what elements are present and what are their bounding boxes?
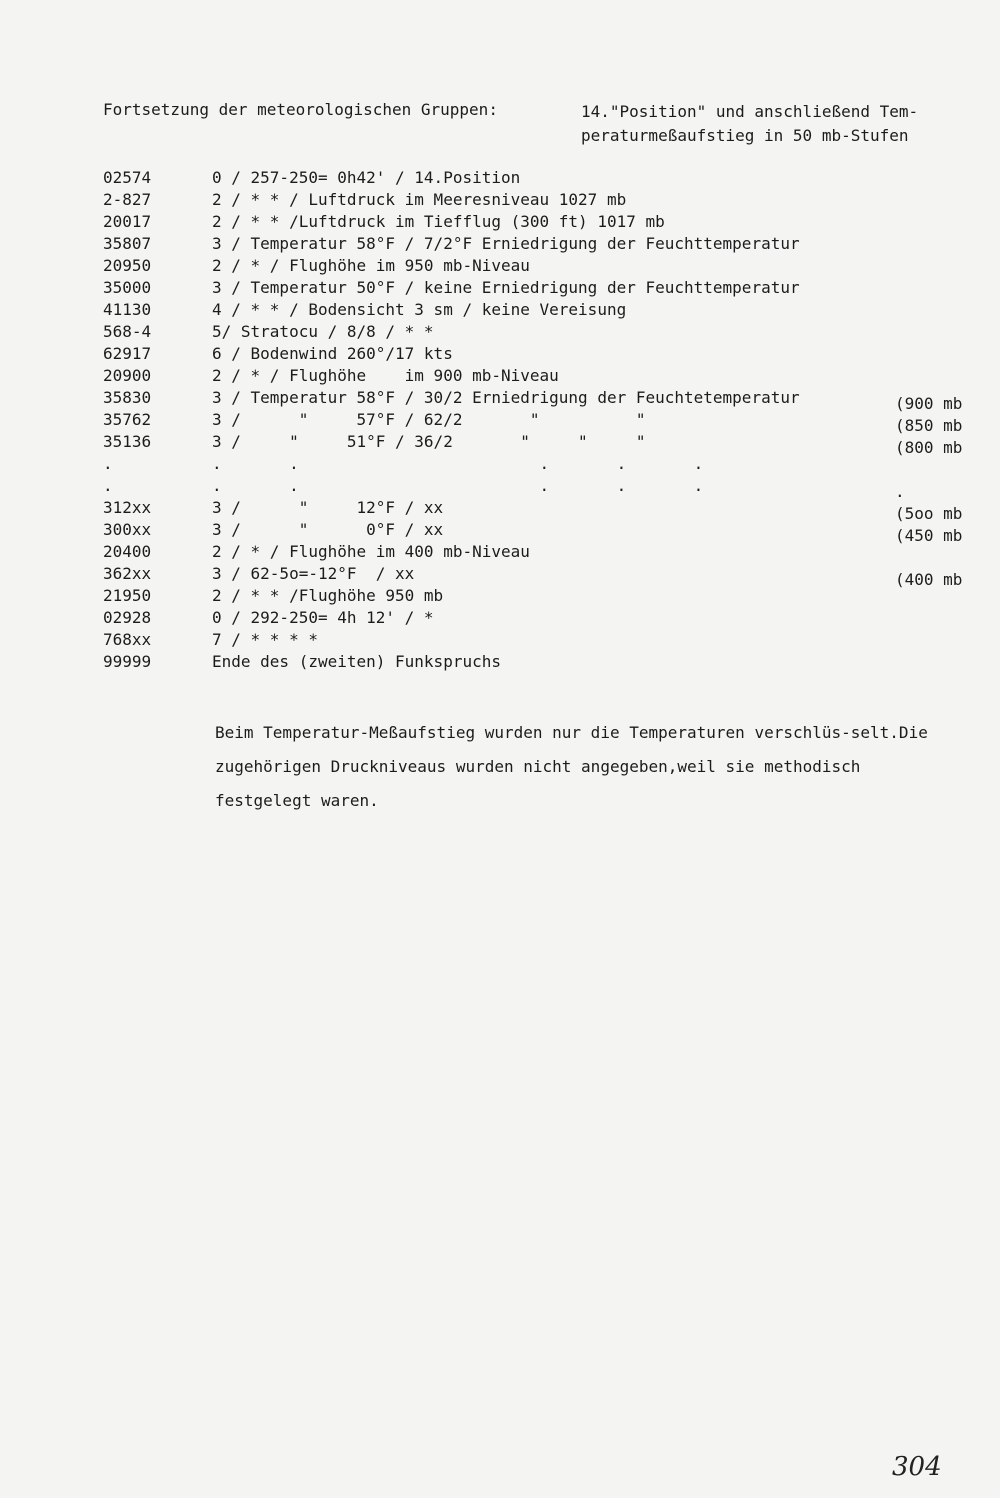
- row-content: 3 / " 51°F / 36/2 " " ": [212, 432, 646, 451]
- row-code: 20400: [103, 542, 152, 561]
- row-code: 300xx: [103, 520, 152, 539]
- table-row: [103, 652, 983, 674]
- row-code: 35807: [103, 234, 152, 253]
- table-row: [103, 344, 983, 366]
- heading-right-line2: peraturmeßaufstieg in 50 mb-Stufen: [581, 126, 909, 145]
- table-row: [103, 498, 983, 523]
- row-level: (800 mb: [895, 438, 963, 457]
- table-row: [103, 542, 983, 564]
- table-row: [103, 564, 983, 589]
- row-code: 20950: [103, 256, 152, 275]
- row-content: 5/ Stratocu / 8/8 / * *: [212, 322, 434, 341]
- row-code: 768xx: [103, 630, 152, 649]
- table-row: [103, 322, 983, 344]
- row-content: 0 / 292-250= 4h 12' / *: [212, 608, 434, 627]
- row-content: 2 / * / Flughöhe im 400 mb-Niveau: [212, 542, 530, 561]
- table-row: [103, 256, 983, 278]
- heading-right: [581, 100, 918, 148]
- row-content: 2 / * * /Flughöhe 950 mb: [212, 586, 444, 605]
- table-row: [103, 410, 983, 435]
- row-level: (5oo mb: [895, 504, 963, 523]
- row-level: (900 mb: [895, 394, 963, 413]
- code-table: [103, 168, 983, 674]
- table-row: [103, 454, 983, 476]
- row-code: 568-4: [103, 322, 152, 341]
- row-code: 99999: [103, 652, 152, 671]
- row-code: 35000: [103, 278, 152, 297]
- table-row: [103, 190, 983, 212]
- table-row: [103, 234, 983, 256]
- heading-right-line1: 14."Position" und anschließend Tem-: [581, 102, 919, 121]
- row-code: 35136: [103, 432, 152, 451]
- table-row: [103, 476, 983, 501]
- row-code: 35762: [103, 410, 152, 429]
- row-code: 02574: [103, 168, 152, 187]
- row-content: 4 / * * / Bodensicht 3 sm / keine Vereisung: [212, 300, 627, 319]
- row-level: (850 mb: [895, 416, 963, 435]
- row-code: 21950: [103, 586, 152, 605]
- row-content: . . . . .: [212, 476, 704, 495]
- row-content: . . . . .: [212, 454, 704, 473]
- row-content: 3 / Temperatur 50°F / keine Erniedrigung der Feuchttemperatur: [212, 278, 800, 297]
- table-row: [103, 212, 983, 234]
- row-content: Ende des (zweiten) Funkspruchs: [212, 652, 501, 671]
- row-content: 3 / 62-5o=-12°F / xx: [212, 564, 415, 583]
- row-code: .: [103, 476, 113, 495]
- row-code: 2-827: [103, 190, 152, 209]
- table-row: [103, 586, 983, 608]
- table-row: [103, 432, 983, 457]
- table-row: [103, 278, 983, 300]
- table-row: [103, 608, 983, 630]
- row-code: 35830: [103, 388, 152, 407]
- note-paragraph: Beim Temperatur-Meßaufstieg wurden nur die Temperaturen verschlüs-selt.Die zugehörigen Druckniveaus wurden nicht angegeben,weil sie methodisch festgelegt waren.: [215, 723, 928, 810]
- table-row: [103, 630, 983, 652]
- row-content: 3 / " 0°F / xx: [212, 520, 444, 539]
- row-code: 62917: [103, 344, 152, 363]
- row-code: 02928: [103, 608, 152, 627]
- table-row: [103, 366, 983, 388]
- row-content: 2 / * * /Luftdruck im Tiefflug (300 ft) 1017 mb: [212, 212, 665, 231]
- row-content: 2 / * / Flughöhe im 950 mb-Niveau: [212, 256, 530, 275]
- row-code: 20017: [103, 212, 152, 231]
- row-code: 20900: [103, 366, 152, 385]
- row-content: 3 / " 57°F / 62/2 " ": [212, 410, 646, 429]
- row-code: 312xx: [103, 498, 152, 517]
- table-row: [103, 520, 983, 545]
- row-code: 362xx: [103, 564, 152, 583]
- table-row: [103, 168, 983, 190]
- row-content: 2 / * * / Luftdruck im Meeresniveau 1027 mb: [212, 190, 627, 209]
- table-row: [103, 388, 983, 413]
- row-content: 2 / * / Flughöhe im 900 mb-Niveau: [212, 366, 559, 385]
- row-level: .: [895, 482, 905, 501]
- row-code: 41130: [103, 300, 152, 319]
- row-content: 6 / Bodenwind 260°/17 kts: [212, 344, 453, 363]
- row-content: 7 / * * * *: [212, 630, 318, 649]
- row-content: 3 / Temperatur 58°F / 7/2°F Erniedrigung der Feuchttemperatur: [212, 234, 800, 253]
- row-level: (400 mb: [895, 570, 963, 589]
- row-content: 3 / " 12°F / xx: [212, 498, 444, 517]
- heading-left: Fortsetzung der meteorologischen Gruppen:: [103, 100, 498, 119]
- table-row: [103, 300, 983, 322]
- row-content: 3 / Temperatur 58°F / 30/2 Erniedrigung der Feuchtetemperatur: [212, 388, 800, 407]
- page-number: 304: [892, 1452, 942, 1482]
- row-level: (450 mb: [895, 526, 963, 545]
- row-content: 0 / 257-250= 0h42' / 14.Position: [212, 168, 521, 187]
- row-code: .: [103, 454, 113, 473]
